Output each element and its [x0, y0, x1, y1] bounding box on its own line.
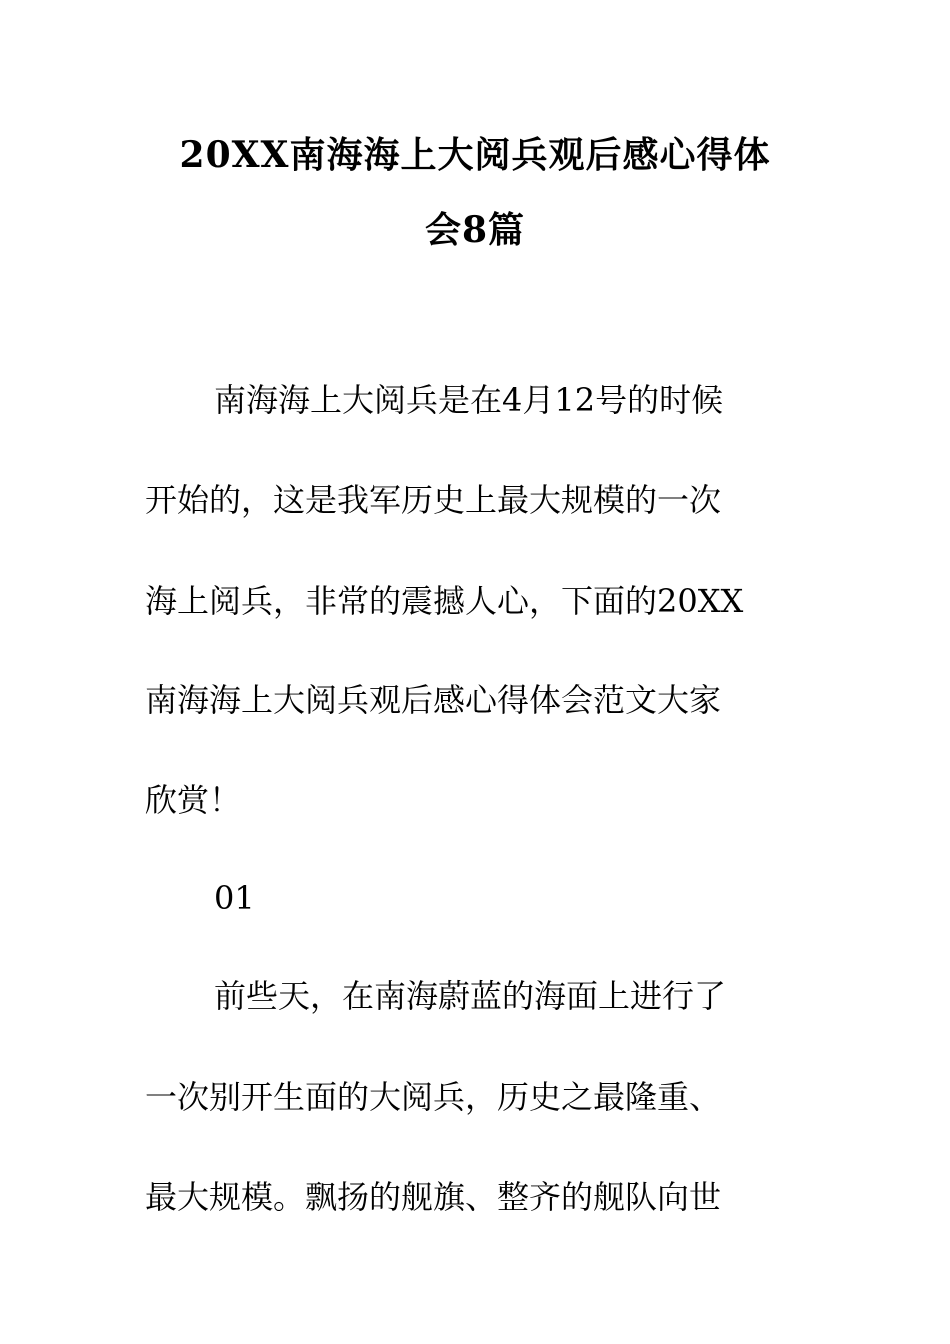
- section-number: 01: [214, 879, 255, 917]
- document-title-line-2: 会8篇: [424, 209, 526, 251]
- intro-line-2: 开始的，这是我军历史上最大规模的一次: [145, 481, 722, 519]
- section-line-1: 前些天，在南海蔚蓝的海面上进行了: [214, 977, 727, 1015]
- section-line-2: 一次别开生面的大阅兵，历史之最隆重、: [145, 1078, 722, 1116]
- intro-line-4: 南海海上大阅兵观后感心得体会范文大家: [145, 681, 722, 719]
- intro-line-1: 南海海上大阅兵是在4月12号的时候: [214, 381, 724, 419]
- section-line-3: 最大规模。飘扬的舰旗、整齐的舰队向世: [145, 1178, 722, 1216]
- intro-line-5: 欣赏！: [145, 781, 242, 819]
- document-title-line-1: 20XX南海海上大阅兵观后感心得体: [179, 134, 771, 176]
- intro-line-3: 海上阅兵，非常的震撼人心，下面的20XX: [145, 582, 744, 620]
